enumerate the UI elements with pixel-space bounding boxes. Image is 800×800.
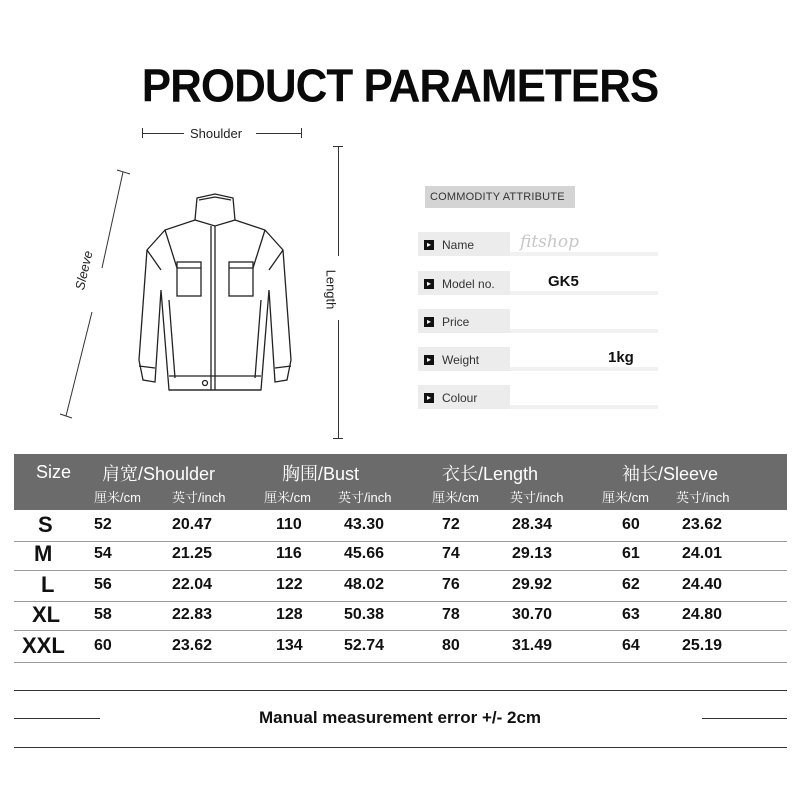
value-cell: 110 [276,516,302,533]
table-row [14,633,787,660]
value-cell: 134 [276,637,303,654]
attribute-value-weight: 1kg [608,349,634,366]
shoulder-guide-label: Shoulder [190,126,243,141]
arrow-right-icon: ▸ [424,240,434,250]
attribute-row-model [418,271,658,295]
size-cell: S [38,512,53,537]
row-divider [14,570,787,571]
size-cell: M [34,541,53,566]
measurement-note: Manual measurement error +/- 2cm [258,708,542,727]
length-column-header: 衣长/Length [442,464,539,484]
value-cell: 50.38 [344,606,385,623]
length-guide-bottom-tick [333,438,343,439]
length-guide-line-bottom [338,320,339,438]
commodity-attribute-header: COMMODITY ATTRIBUTE [425,186,575,208]
attribute-underline [510,405,658,409]
value-cell: 60 [94,637,112,654]
value-cell: 24.01 [682,545,723,562]
value-cell: 58 [94,606,112,623]
table-row [14,602,787,629]
row-divider [14,630,787,631]
value-cell: 28.34 [512,516,553,533]
unit-cm-header: 厘米/cm [94,490,141,505]
page-title: PRODUCT PARAMETERS [141,60,659,113]
bottom-rule [14,747,787,748]
value-cell: 62 [622,576,640,593]
attribute-label: Model no. [442,276,495,291]
value-cell: 22.04 [172,576,213,593]
value-cell: 24.40 [682,576,723,593]
arrow-right-icon: ▸ [424,279,434,289]
value-cell: 63 [622,606,640,623]
table-row [14,512,787,539]
attribute-label-box [418,232,510,256]
attribute-row-weight [418,347,658,371]
shoulder-column-header: 肩宽/Shoulder [102,464,216,484]
value-cell: 122 [276,576,303,593]
arrow-right-icon: ▸ [424,393,434,403]
size-table-header [14,454,787,510]
value-cell: 128 [276,606,303,623]
value-cell: 52.74 [344,637,385,654]
value-cell: 78 [442,606,460,623]
arrow-right-icon: ▸ [424,317,434,327]
attribute-underline [510,367,658,371]
attribute-label-box [418,309,510,333]
value-cell: 25.19 [682,637,723,654]
value-cell: 56 [94,576,112,593]
bust-column-header: 胸围/Bust [282,464,360,484]
size-cell: XL [32,602,61,627]
attribute-label-box [418,347,510,371]
value-cell: 52 [94,516,112,533]
table-row [14,541,787,568]
attribute-underline [510,329,658,333]
attribute-underline [510,291,658,295]
value-cell: 30.70 [512,606,553,623]
value-cell: 20.47 [172,516,213,533]
value-cell: 72 [442,516,460,533]
value-cell: 23.62 [172,637,213,654]
unit-inch-header: 英寸/inch [510,490,564,505]
value-cell: 74 [442,545,460,562]
length-guide-label: Length [323,269,339,310]
table-row [14,572,787,599]
attribute-row-colour [418,385,658,409]
unit-inch-header: 英寸/inch [338,490,392,505]
value-cell: 22.83 [172,606,213,623]
value-cell: 24.80 [682,606,723,623]
size-cell: XXL [22,633,65,658]
value-cell: 45.66 [344,545,385,562]
note-rule-right [702,718,787,719]
unit-inch-header: 英寸/inch [172,490,226,505]
value-cell: 29.13 [512,545,553,562]
shoulder-guide-line-right [256,133,302,134]
size-cell: L [41,572,55,597]
value-cell: 29.92 [512,576,553,593]
value-cell: 76 [442,576,460,593]
value-cell: 48.02 [344,576,385,593]
attribute-value-model: GK5 [548,273,579,290]
sleeve-column-header: 袖长/Sleeve [622,464,719,484]
attribute-label: Weight [442,352,480,367]
row-divider [14,662,787,663]
table-bottom-border [14,690,787,691]
attribute-value-brand: fitshop [520,232,579,252]
unit-cm-header: 厘米/cm [264,490,311,505]
attribute-label-box [418,385,510,409]
value-cell: 116 [276,545,302,562]
attribute-label: Name [442,237,475,252]
value-cell: 21.25 [172,545,213,562]
value-cell: 80 [442,637,460,654]
jacket-illustration [125,190,305,400]
attribute-label: Colour [442,390,478,405]
sleeve-guide-label: Sleeve [72,249,96,292]
attribute-underline [510,252,658,256]
length-guide-line-top [338,146,339,256]
value-cell: 31.49 [512,637,553,654]
value-cell: 43.30 [344,516,385,533]
attribute-label-box [418,271,510,295]
size-column-header: Size [36,462,72,482]
unit-cm-header: 厘米/cm [432,490,479,505]
attribute-row-price [418,309,658,333]
arrow-right-icon: ▸ [424,355,434,365]
shoulder-guide-line-left [142,133,184,134]
attribute-label: Price [442,314,470,329]
value-cell: 64 [622,637,640,654]
value-cell: 54 [94,545,112,562]
attribute-row-name [418,232,658,256]
value-cell: 23.62 [682,516,723,533]
unit-cm-header: 厘米/cm [602,490,649,505]
value-cell: 61 [622,545,640,562]
value-cell: 60 [622,516,640,533]
shoulder-guide-right-tick [301,128,302,138]
unit-inch-header: 英寸/inch [676,490,730,505]
